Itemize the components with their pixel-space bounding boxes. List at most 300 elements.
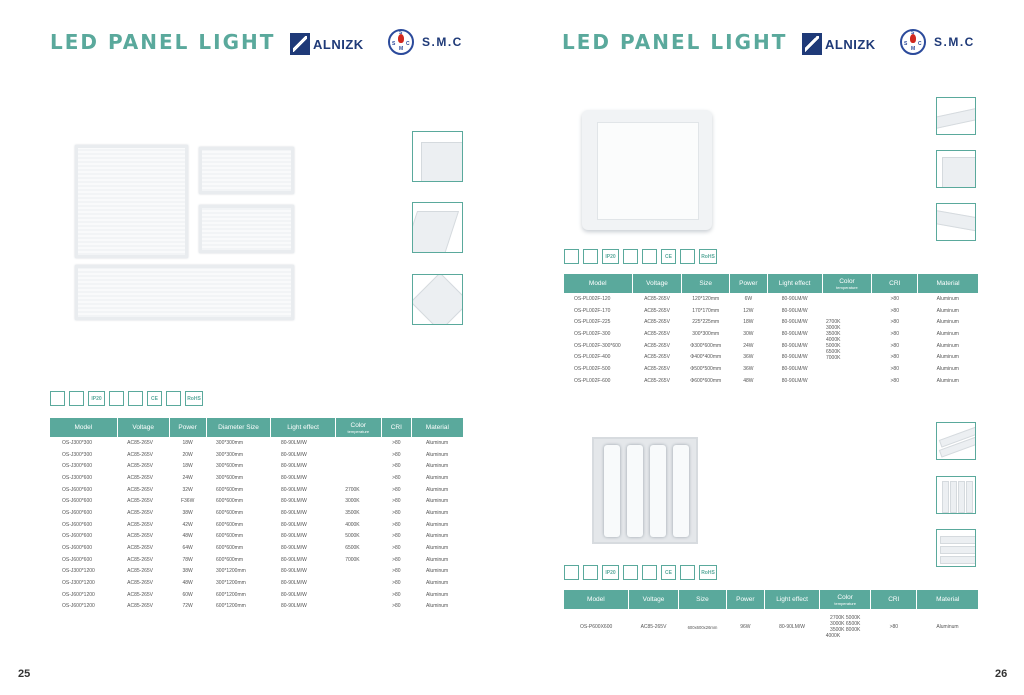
cell-material: Aluminum <box>425 580 449 587</box>
rect-panel-image-2 <box>199 205 294 253</box>
table-row <box>50 577 463 589</box>
triangle-mark-icon <box>623 565 638 580</box>
table-row <box>50 531 463 543</box>
cell-voltage: AC85-265V <box>127 451 153 458</box>
col-size: Size <box>679 590 727 609</box>
cell-size: Φ600*600mm <box>690 377 722 384</box>
cell-power: 6W <box>744 295 753 302</box>
cell-effect: 80-90LM/W <box>280 580 307 587</box>
ce-icon: CE <box>147 391 162 406</box>
cell-size: 600*1200mm <box>216 603 246 610</box>
rohs-icon: RoHS <box>699 249 717 264</box>
cell-cri: >80 <box>890 295 899 302</box>
cell-cri: >80 <box>392 556 401 563</box>
troffer-image <box>592 437 698 544</box>
cell-size: 600*600mm <box>216 509 243 516</box>
col-model: Model <box>50 418 117 437</box>
table-row <box>564 305 978 317</box>
cell-model: OS-J600*600 <box>62 545 93 552</box>
cell-cri: >80 <box>890 330 899 337</box>
cell-effect: 80-90LM/W <box>280 591 307 598</box>
page-number: 25 <box>18 668 31 680</box>
cell-effect: 80-90LM/W <box>280 439 307 446</box>
cell-voltage: AC85-265V <box>127 580 153 587</box>
cell-material: Aluminum <box>936 319 959 326</box>
cell-effect: 80-90LM/W <box>280 486 307 493</box>
cell-power: 30W <box>743 330 754 337</box>
cell-color <box>335 437 381 449</box>
cell-size: 300*300mm <box>216 451 243 458</box>
cell-voltage: AC85-265V <box>127 568 153 575</box>
cell-color: 4000K <box>345 521 360 528</box>
cell-model: OS-J600*600 <box>62 521 93 528</box>
col-voltage: Voltage <box>632 274 682 293</box>
cell-voltage: AC85-265V <box>127 545 153 552</box>
cell-effect: 80-90LM/W <box>280 521 307 528</box>
cell-effect: 80-90LM/W <box>280 451 307 458</box>
cell-effect: 80-90LM/W <box>781 354 808 361</box>
detail-thumb-edge <box>936 203 976 241</box>
cell-voltage: AC85-265V <box>127 533 153 540</box>
cell-effect: 80-90LM/W <box>280 545 307 552</box>
page-right <box>512 0 1024 695</box>
cell-model: OS-J600*1200 <box>62 591 95 598</box>
cell-power: 36W <box>743 365 754 372</box>
cell-material: Aluminum <box>425 463 449 470</box>
cell-color <box>335 589 381 601</box>
cell-effect: 80-90LM/W <box>280 474 307 481</box>
cell-voltage: AC85-265V <box>127 556 153 563</box>
cell-material: Aluminum <box>425 533 449 540</box>
alnizk-logo-text: ALNIZK <box>313 36 364 52</box>
detail-thumb-tubes-angle <box>936 422 976 460</box>
cell-model: OS-J600*600 <box>62 556 93 563</box>
col-effect: Light effect <box>767 274 822 293</box>
warranty-icon <box>583 249 598 264</box>
cell-power: 20W <box>182 451 193 458</box>
col-voltage: Voltage <box>117 418 169 437</box>
cell-effect: 80-90LM/W <box>280 568 307 575</box>
cell-cri: >80 <box>392 533 401 540</box>
cert-icons-left <box>50 391 203 406</box>
cell-model: OS-J600*600 <box>62 509 93 516</box>
col-material: Material <box>917 590 978 609</box>
cell-color: 5000K <box>345 533 360 540</box>
detail-thumb-tubes-back <box>936 529 976 567</box>
cell-color <box>335 601 381 613</box>
cell-voltage: AC85-265V <box>127 498 153 505</box>
cell-effect: 80-90LM/W <box>280 556 307 563</box>
table-row <box>50 601 463 613</box>
cell-color <box>335 449 381 461</box>
cell-material: Aluminum <box>425 591 449 598</box>
col-color: Color temperature <box>822 274 872 293</box>
cell-power: 78W <box>182 556 193 563</box>
cell-power: 18W <box>182 439 193 446</box>
ccc-icon <box>166 391 181 406</box>
cell-size: 600x600x26mm <box>687 624 718 630</box>
cell-color <box>335 460 381 472</box>
cell-power: 24W <box>743 342 754 349</box>
cell-voltage: AC85-265V <box>644 307 670 314</box>
warranty-icon <box>69 391 84 406</box>
cell-model: OS-PL002F-225 <box>574 319 611 326</box>
alnizk-logo-text: ALNIZK <box>825 36 876 52</box>
cell-power: 38W <box>182 509 193 516</box>
cell-model: OS-J600*600 <box>62 498 93 505</box>
cell-size: 300*300mm <box>692 330 720 337</box>
ce-icon: CE <box>661 565 676 580</box>
detail-thumb-tubes-front <box>936 476 976 514</box>
install-icon <box>50 391 65 406</box>
table-row <box>50 484 463 496</box>
color-temp-value: 3500K <box>826 330 841 337</box>
table-row <box>50 472 463 484</box>
cell-voltage: AC85-265V <box>644 319 670 326</box>
cell-cri: >80 <box>392 509 401 516</box>
table-row <box>564 340 978 352</box>
cell-model: OS-PL002F-170 <box>574 307 611 314</box>
ip20-icon: IP20 <box>602 249 619 264</box>
cell-cri: >80 <box>889 624 899 630</box>
cell-effect: 80-90LM/W <box>280 509 307 516</box>
cell-model: OS-PL002F-300 <box>574 330 611 337</box>
cell-model: OS-J300*300 <box>62 439 93 446</box>
table-row <box>50 519 463 531</box>
cell-power: 18W <box>182 463 193 470</box>
table-header-row <box>564 590 978 609</box>
cell-model: OS-J300*1200 <box>62 580 95 587</box>
cell-cri: >80 <box>392 439 401 446</box>
cell-cri: >80 <box>890 307 899 314</box>
cell-material: Aluminum <box>936 330 959 337</box>
page-number: 26 <box>995 668 1008 680</box>
long-panel-image <box>75 265 294 320</box>
col-material: Material <box>918 274 978 293</box>
detail-thumb-corner <box>412 131 463 182</box>
ccc-icon <box>680 565 695 580</box>
cell-cri: >80 <box>392 521 401 528</box>
cell-model: OS-J600*600 <box>62 533 93 540</box>
cell-size: 300*1200mm <box>216 568 246 575</box>
cell-color: 2700K <box>345 486 360 493</box>
table-row <box>564 351 978 363</box>
cell-power: 24W <box>182 474 193 481</box>
col-model: Model <box>564 590 628 609</box>
cell-color <box>335 577 381 589</box>
cell-voltage: AC85-265V <box>640 624 667 630</box>
cell-material: Aluminum <box>425 603 449 610</box>
cell-size: Φ400*400mm <box>690 354 722 361</box>
cell-size: 600*600mm <box>216 486 243 493</box>
cell-color <box>335 472 381 484</box>
detail-thumb-back <box>412 274 463 325</box>
cell-size: 120*120mm <box>692 295 720 302</box>
cell-material: Aluminum <box>936 342 959 349</box>
alnizk-logo-icon <box>290 33 310 55</box>
table-row <box>50 542 463 554</box>
col-power: Power <box>169 418 206 437</box>
cert-icons-right <box>564 249 717 264</box>
table-row <box>50 449 463 461</box>
cell-size: 600*600mm <box>216 498 243 505</box>
cell-voltage: AC85-265V <box>644 295 670 302</box>
cell-cri: >80 <box>392 568 401 575</box>
cell-color <box>335 566 381 578</box>
cell-size: 600*600mm <box>216 545 243 552</box>
cell-size: 600*600mm <box>216 533 243 540</box>
cell-effect: 80-90LM/W <box>781 377 808 384</box>
cell-cri: >80 <box>890 319 899 326</box>
cell-power: 18W <box>743 319 754 326</box>
ip20-icon: IP20 <box>88 391 105 406</box>
cell-material: Aluminum <box>425 498 449 505</box>
cell-cri: >80 <box>890 342 899 349</box>
cell-material: Aluminum <box>936 307 959 314</box>
cell-voltage: AC85-265V <box>127 603 153 610</box>
triangle-mark-icon <box>109 391 124 406</box>
ce-icon: CE <box>661 249 676 264</box>
cell-material: Aluminum <box>936 354 959 361</box>
cell-size: 300*600mm <box>216 463 243 470</box>
cell-voltage: AC85-265V <box>127 474 153 481</box>
smc-logo <box>900 29 975 55</box>
diamond-mark-icon <box>642 565 657 580</box>
page-title: LED PANEL LIGHT <box>562 30 788 54</box>
cell-color: 7000K <box>345 556 360 563</box>
cell-effect: 80-90LM/W <box>781 295 808 302</box>
col-color: Color temperature <box>335 418 381 437</box>
spec-table-right-2 <box>564 590 978 645</box>
cell-size: 300*1200mm <box>216 580 246 587</box>
surface-panel-image <box>582 110 712 230</box>
cell-power: F36W <box>180 498 195 505</box>
cell-power: 32W <box>182 486 193 493</box>
table-row <box>564 328 978 340</box>
diamond-mark-icon <box>128 391 143 406</box>
cell-effect: 80-90LM/W <box>280 498 307 505</box>
table-header-row <box>564 274 978 293</box>
cell-model: OS-J600*1200 <box>62 603 95 610</box>
color-temp-value: 4000K <box>826 336 841 343</box>
cell-cri: >80 <box>392 591 401 598</box>
col-size: Diameter Size <box>206 418 271 437</box>
cell-cri: >80 <box>392 580 401 587</box>
cell-material: Aluminum <box>425 509 449 516</box>
color-temp-value: 2700K <box>826 318 841 325</box>
cell-model: OS-J300*600 <box>62 463 93 470</box>
cert-icons-right-2 <box>564 565 717 580</box>
cell-voltage: AC85-265V <box>644 365 670 372</box>
cell-color-temps <box>822 293 872 387</box>
cell-cri: >80 <box>890 365 899 372</box>
cell-voltage: AC85-265V <box>127 439 153 446</box>
cell-material: Aluminum <box>425 439 449 446</box>
cell-cri: >80 <box>392 603 401 610</box>
cell-power: 96W <box>740 624 751 630</box>
page-title: LED PANEL LIGHT <box>50 30 276 54</box>
col-size: Size <box>682 274 729 293</box>
table-row <box>564 375 978 387</box>
cell-power: 36W <box>743 354 754 361</box>
cell-effect: 80-90LM/W <box>781 307 808 314</box>
smc-seal-icon: S S C M <box>388 29 414 55</box>
table-row <box>50 566 463 578</box>
table-row <box>50 589 463 601</box>
cell-material: Aluminum <box>425 545 449 552</box>
cell-model: OS-J300*600 <box>62 474 93 481</box>
triangle-mark-icon <box>623 249 638 264</box>
square-panel-image <box>75 145 188 258</box>
cell-voltage: AC85-265V <box>644 377 670 384</box>
table-row <box>50 437 463 449</box>
col-material: Material <box>411 418 463 437</box>
cell-size: 600*600mm <box>216 521 243 528</box>
col-power: Power <box>729 274 767 293</box>
cell-model: OS-PL002F-120 <box>574 295 611 302</box>
cell-power: 42W <box>182 521 193 528</box>
spec-table-right-1 <box>564 274 978 387</box>
smc-logo-text: S.M.C <box>422 35 463 49</box>
col-model: Model <box>564 274 632 293</box>
cell-effect: 80-90LM/W <box>781 330 808 337</box>
col-cri: CRI <box>381 418 411 437</box>
cell-model: OS-PL002F-500 <box>574 365 611 372</box>
cell-model: OS-J600*600 <box>62 486 93 493</box>
cell-voltage: AC85-265V <box>127 509 153 516</box>
alnizk-logo <box>802 33 876 55</box>
cell-cri: >80 <box>392 474 401 481</box>
color-temp-value: 5000K <box>826 342 841 349</box>
cell-color: 3500K <box>345 509 360 516</box>
cell-power: 48W <box>743 377 754 384</box>
ip20-icon: IP20 <box>602 565 619 580</box>
cell-color: 3000K <box>345 498 360 505</box>
col-cri: CRI <box>872 274 918 293</box>
cell-material: Aluminum <box>425 521 449 528</box>
table-row <box>50 507 463 519</box>
alnizk-logo <box>290 33 364 55</box>
cell-effect: 80-90LM/W <box>280 463 307 470</box>
cell-cri: >80 <box>392 498 401 505</box>
rohs-icon: RoHS <box>699 565 717 580</box>
smc-seal-icon: S S C M <box>900 29 926 55</box>
cell-material: Aluminum <box>425 474 449 481</box>
cell-size: 300*300mm <box>216 439 243 446</box>
detail-thumb-side <box>936 97 976 135</box>
cell-voltage: AC85-265V <box>644 330 670 337</box>
cell-size: 600*1200mm <box>216 591 246 598</box>
cell-effect: 80-90LM/W <box>280 533 307 540</box>
detail-thumb-corner <box>936 150 976 188</box>
cell-cri: >80 <box>392 545 401 552</box>
cell-size: 300*600mm <box>216 474 243 481</box>
cell-model: OS-PL002F-600 <box>574 377 611 384</box>
cell-material: Aluminum <box>425 568 449 575</box>
cell-model: OS-PL002F-400 <box>574 354 611 361</box>
cell-size: 170*170mm <box>692 307 720 314</box>
cell-material: Aluminum <box>425 486 449 493</box>
cell-voltage: AC85-265V <box>644 342 670 349</box>
col-voltage: Voltage <box>628 590 678 609</box>
cell-power: 38W <box>182 568 193 575</box>
table-row <box>50 495 463 507</box>
install-icon <box>564 565 579 580</box>
cell-material: Aluminum <box>936 624 959 630</box>
cell-cri: >80 <box>890 354 899 361</box>
table-row <box>564 293 978 305</box>
cell-material: Aluminum <box>936 365 959 372</box>
cell-power: 48W <box>182 580 193 587</box>
cell-voltage: AC85-265V <box>644 354 670 361</box>
col-cri: CRI <box>871 590 917 609</box>
cell-model: OS-PL002F-300*600 <box>574 342 621 349</box>
cell-material: Aluminum <box>425 451 449 458</box>
rohs-icon: RoHS <box>185 391 203 406</box>
cell-voltage: AC85-265V <box>127 591 153 598</box>
cell-voltage: AC85-265V <box>127 486 153 493</box>
cell-material: Aluminum <box>936 377 959 384</box>
color-temp-value: 7000K <box>826 354 841 361</box>
cell-cri: >80 <box>392 486 401 493</box>
warranty-icon <box>583 565 598 580</box>
cell-model: OS-P600X600 <box>580 624 613 630</box>
diamond-mark-icon <box>642 249 657 264</box>
cell-model: OS-J300*1200 <box>62 568 95 575</box>
cell-cri: >80 <box>392 451 401 458</box>
cell-color-temps: 2700K 5000K 3000K 6500K 3500K 8000K 4000K <box>825 615 861 639</box>
cell-material: Aluminum <box>425 556 449 563</box>
cell-model: OS-J300*300 <box>62 451 93 458</box>
col-effect: Light effect <box>764 590 819 609</box>
install-icon <box>564 249 579 264</box>
cell-power: 12W <box>743 307 754 314</box>
color-temp-value: 3000K <box>826 324 841 331</box>
cell-voltage: AC85-265V <box>127 463 153 470</box>
table-row <box>564 363 978 375</box>
cell-power: 48W <box>182 533 193 540</box>
ccc-icon <box>680 249 695 264</box>
cell-material: Aluminum <box>936 295 959 302</box>
table-row <box>564 609 978 645</box>
cell-effect: 80-90LM/W <box>781 342 808 349</box>
cell-effect: 80-90LM/W <box>280 603 307 610</box>
table-row <box>50 460 463 472</box>
cell-effect: 80-90LM/W <box>781 365 808 372</box>
cell-size: 225*225mm <box>692 319 720 326</box>
cell-power: 72W <box>182 603 193 610</box>
col-power: Power <box>726 590 764 609</box>
rect-panel-image-1 <box>199 147 294 194</box>
cell-color: 6500K <box>345 545 360 552</box>
table-row <box>50 554 463 566</box>
table-header-row <box>50 418 463 437</box>
detail-thumb-edge <box>412 202 463 253</box>
color-temp-value: 6500K <box>826 348 841 355</box>
smc-logo-text: S.M.C <box>934 35 975 49</box>
cell-effect: 80-90LM/W <box>779 624 805 630</box>
cell-effect: 80-90LM/W <box>781 319 808 326</box>
cell-power: 64W <box>182 545 193 552</box>
cell-size: 600*600mm <box>216 556 243 563</box>
spec-table-left <box>50 418 463 612</box>
cell-voltage: AC85-265V <box>127 521 153 528</box>
cell-power: 60W <box>182 591 193 598</box>
table-row <box>564 316 978 328</box>
cell-size: Φ500*500mm <box>690 365 722 372</box>
alnizk-logo-icon <box>802 33 822 55</box>
col-effect: Light effect <box>271 418 335 437</box>
